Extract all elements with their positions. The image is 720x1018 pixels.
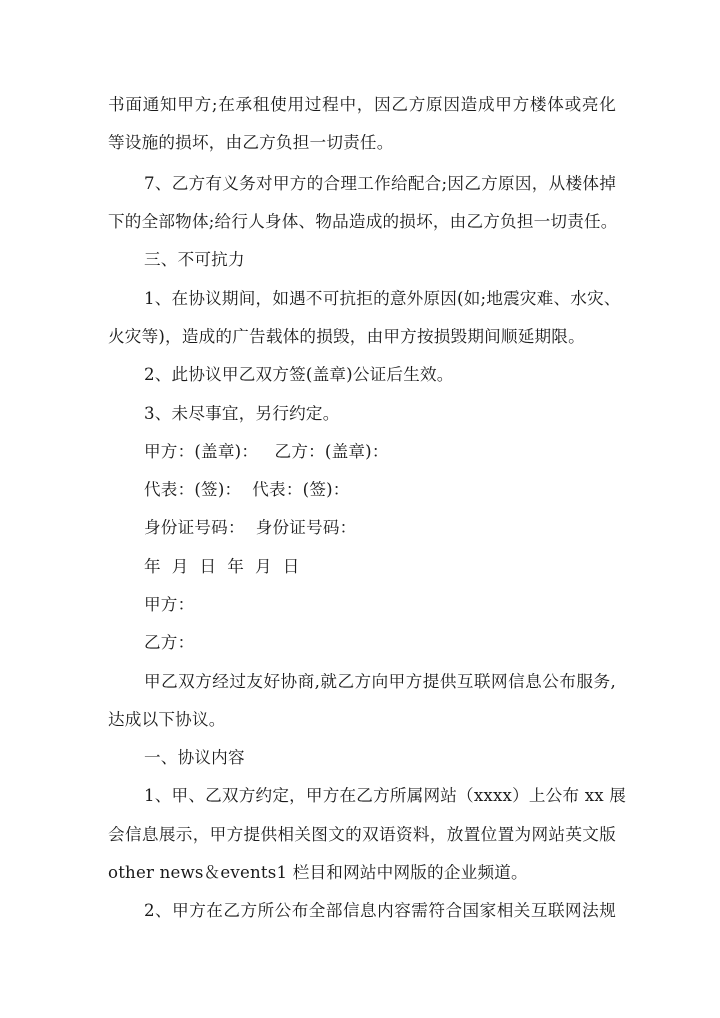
paragraph-line: 火灾等)，造成的广告载体的损毁，由甲方按损毁期间顺延期限。 (108, 327, 585, 346)
paragraph-line: 3、未尽事宜，另行约定。 (144, 404, 340, 423)
paragraph-line: 7、乙方有义务对甲方的合理工作给配合;因乙方原因，从楼体掉 (144, 174, 616, 193)
paragraph-line: 等设施的损坏，由乙方负担一切责任。 (108, 133, 394, 152)
signature-line-id-number: 身份证号码： 身份证号码： (144, 518, 357, 537)
section-heading: 三、不可抗力 (144, 250, 245, 269)
paragraph-line: 会信息展示，甲方提供相关图文的双语资料，放置位置为网站英文版 (108, 825, 616, 844)
party-b-label: 乙方： (144, 633, 195, 652)
paragraph-line: 2、此协议甲乙双方签(盖章)公证后生效。 (144, 365, 454, 384)
paragraph-line: 书面通知甲方;在承租使用过程中，因乙方原因造成甲方楼体或亮化 (108, 95, 616, 114)
paragraph-line: 下的全部物体;给行人身体、物品造成的损坏，由乙方负担一切责任。 (108, 212, 618, 231)
paragraph-line: 2、甲方在乙方所公布全部信息内容需符合国家相关互联网法规 (144, 901, 616, 920)
signature-line-representative: 代表：(签)： 代表：(签)： (144, 480, 350, 499)
paragraph-line: 甲乙双方经过友好协商,就乙方向甲方提供互联网信息公布服务, (144, 672, 616, 691)
paragraph-line: 1、甲、乙双方约定，甲方在乙方所属网站（xxxx）上公布 xx 展 (144, 786, 627, 805)
paragraph-line: 1、在协议期间，如遇不可抗拒的意外原因(如;地震灾难、水灾、 (144, 289, 621, 308)
paragraph-line: 达成以下协议。 (108, 710, 226, 729)
party-a-label: 甲方： (144, 595, 195, 614)
section-heading: 一、协议内容 (144, 748, 245, 767)
signature-line-seal: 甲方：(盖章)： 乙方：(盖章)： (144, 442, 389, 461)
signature-line-date: 年 月 日 年 月 日 (144, 557, 300, 576)
paragraph-line: other news＆events1 栏目和网站中网版的企业频道。 (108, 863, 528, 882)
